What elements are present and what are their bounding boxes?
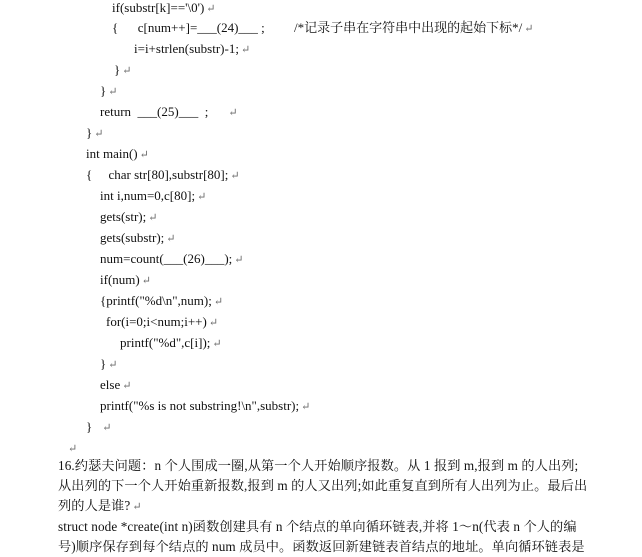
paragraph-mark: ↵ bbox=[108, 86, 118, 98]
question-line: 号)顺序保存到每个结点的 num 成员中。函数返回新建链表首结点的地址。单向循环链表是 bbox=[58, 539, 585, 554]
paragraph-mark: ↵ bbox=[212, 338, 222, 350]
paragraph-mark: ↵ bbox=[68, 443, 78, 455]
code-line: gets(str); ↵ bbox=[100, 209, 158, 224]
code-line: int main() ↵ bbox=[86, 146, 149, 161]
code-line: } ↵ bbox=[100, 356, 118, 371]
code-line: num=count(___(26)___); ↵ bbox=[100, 251, 244, 266]
paragraph-mark: ↵ bbox=[148, 212, 158, 224]
paragraph-mark: ↵ bbox=[240, 44, 251, 56]
code-line: } ↵ bbox=[86, 419, 112, 434]
code-line: gets(substr); ↵ bbox=[100, 230, 176, 245]
paragraph-mark: ↵ bbox=[206, 3, 216, 15]
paragraph-mark: ↵ bbox=[141, 275, 151, 287]
code-line: return ___(25)___ ; ↵ bbox=[100, 104, 238, 119]
code-line: {printf("%d\n",num); ↵ bbox=[100, 293, 224, 308]
code-line: printf("%s is not substring!\n",substr); ↵ bbox=[100, 398, 311, 413]
paragraph-mark: ↵ bbox=[234, 254, 244, 266]
paragraph-mark: ↵ bbox=[228, 107, 238, 119]
paragraph-mark: ↵ bbox=[102, 422, 112, 434]
paragraph-mark: ↵ bbox=[122, 380, 132, 392]
paragraph-mark: ↵ bbox=[524, 23, 534, 35]
paragraph-mark: ↵ bbox=[208, 317, 219, 329]
code-line: i=i+strlen(substr)-1; ↵ bbox=[134, 41, 251, 56]
paragraph-mark: ↵ bbox=[108, 359, 118, 371]
code-line: else ↵ bbox=[100, 377, 132, 392]
code-line bbox=[66, 440, 77, 456]
question-line: 从出列的下一个人开始重新报数,报到 m 的人又出列;如此重复直到所有人出列为止。最后出 bbox=[58, 478, 588, 493]
code-line: if(num) ↵ bbox=[100, 272, 151, 287]
paragraph-mark: ↵ bbox=[94, 128, 104, 140]
paragraph-mark: ↵ bbox=[132, 501, 142, 513]
code-line: } ↵ bbox=[86, 125, 104, 140]
paragraph-mark: ↵ bbox=[166, 233, 176, 245]
code-line: } ↵ bbox=[100, 83, 118, 98]
paragraph-mark: ↵ bbox=[197, 191, 207, 203]
code-line: { c[num++]=___(24)___ ; /*记录子串在字符串中出现的起始下标*/ ↵ bbox=[112, 20, 534, 35]
paragraph-mark: ↵ bbox=[122, 65, 132, 77]
code-line: } ↵ bbox=[114, 62, 132, 77]
code-line: int i,num=0,c[80]; ↵ bbox=[100, 188, 207, 203]
code-line: printf("%d",c[i]); ↵ bbox=[120, 335, 222, 350]
code-line: { char str[80],substr[80]; ↵ bbox=[86, 167, 240, 182]
paragraph-mark: ↵ bbox=[139, 149, 149, 161]
code-line: for(i=0;i<num;i++) ↵ bbox=[106, 314, 219, 329]
code-line: if(substr[k]=='\0') ↵ bbox=[112, 0, 216, 15]
question-line: struct node *create(int n)函数创建具有 n 个结点的单向循环链表,并将 1～n(代表 n 个人的编 bbox=[58, 519, 577, 534]
question-line: 16.约瑟夫问题：n 个人围成一圈,从第一个人开始顺序报数。从 1 报到 m,报到 m 的人出列; bbox=[58, 458, 579, 473]
question-line: 列的人是谁? ↵ bbox=[58, 498, 142, 513]
paragraph-mark: ↵ bbox=[230, 170, 240, 182]
paragraph-mark: ↵ bbox=[301, 401, 311, 413]
paragraph-mark: ↵ bbox=[213, 296, 224, 308]
